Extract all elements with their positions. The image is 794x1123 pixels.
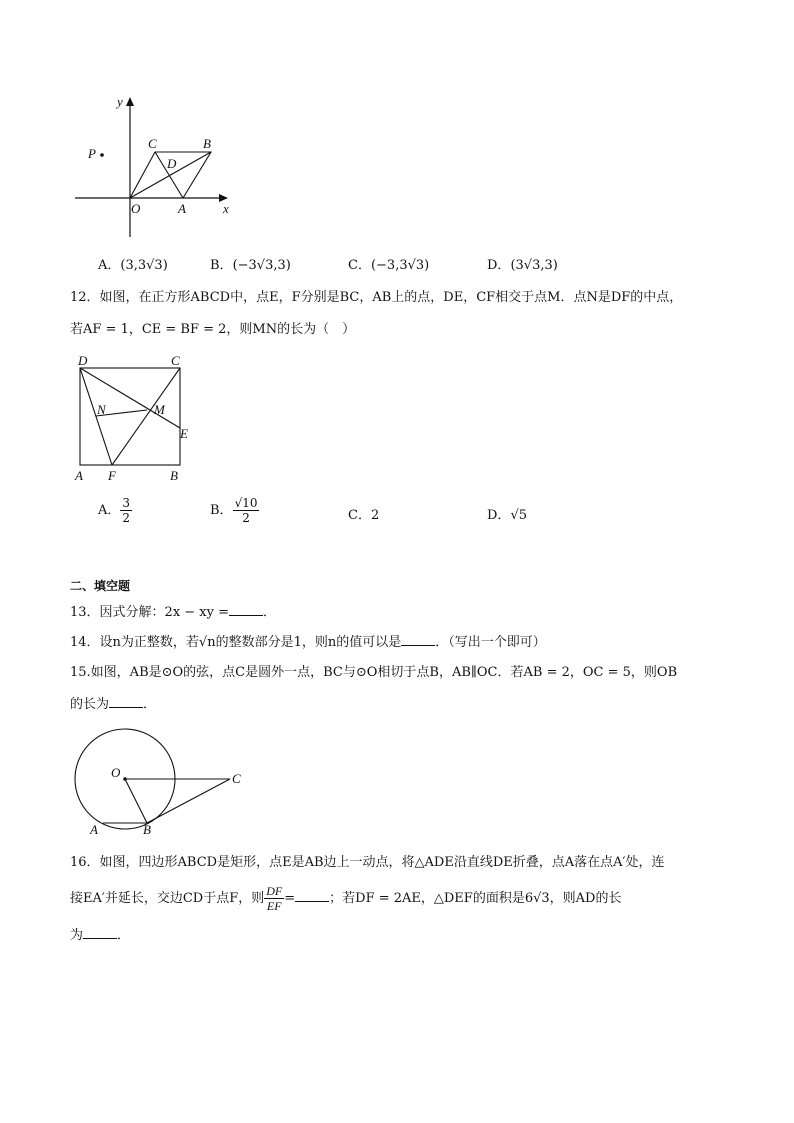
option-label: D． xyxy=(487,258,511,273)
q16-prompt-end: 为 xyxy=(70,928,84,943)
option-label: B． xyxy=(210,503,233,518)
option-value: (3,3√3) xyxy=(120,258,168,273)
label-D: D xyxy=(78,353,88,368)
q13-prompt: 13．因式分解：2x − xy = xyxy=(70,605,230,620)
q14-prompt: 14．设n为正整数，若√n的整数部分是1，则n的值可以是 xyxy=(70,635,402,650)
label-B: B xyxy=(170,468,178,483)
q12-option-c[interactable] xyxy=(348,504,379,523)
label-A: A xyxy=(178,201,186,216)
segment-OB xyxy=(125,779,147,823)
option-value: √5 xyxy=(510,508,527,523)
q15-prompt: 的长为 xyxy=(70,697,110,712)
label-O: O xyxy=(111,765,121,780)
figure-q15-circle xyxy=(70,725,250,840)
label-B: B xyxy=(143,822,151,837)
point-O xyxy=(123,777,127,781)
segment-DF xyxy=(80,368,112,465)
fraction-numerator: √10 xyxy=(234,496,258,510)
square-ABCD xyxy=(80,368,180,465)
label-A: A xyxy=(90,822,98,837)
equals-sign: = xyxy=(284,891,296,906)
fraction-denominator: EF xyxy=(266,899,282,913)
label-A: A xyxy=(75,468,83,483)
point-P xyxy=(100,153,104,157)
option-label: C． xyxy=(348,508,371,523)
q14-end: ．（写出一个即可） xyxy=(435,635,546,650)
option-label: A． xyxy=(98,258,121,273)
label-C: C xyxy=(148,136,157,151)
option-label: C． xyxy=(348,258,371,273)
label-y: y xyxy=(117,94,123,109)
fraction-numerator: DF xyxy=(266,884,283,898)
figure-q11-coordinate xyxy=(70,92,240,242)
q11-option-a[interactable] xyxy=(98,254,168,273)
label-E: E xyxy=(180,426,188,441)
q16-prompt-continued: ；若DF = 2AE，△DEF的面积是6√3，则AD的长 xyxy=(329,891,622,906)
q12-text-line2: 若AF = 1，CE = BF = 2，则MN的长为（ ） xyxy=(70,322,356,337)
label-N: N xyxy=(97,402,106,417)
label-O: O xyxy=(131,201,141,216)
option-label: A． xyxy=(98,503,121,518)
label-x: x xyxy=(223,201,229,216)
option-value: (3√3,3) xyxy=(510,258,558,273)
q16-prompt: 接EA′并延长，交边CD于点F，则 xyxy=(70,891,265,906)
figure-q12-square xyxy=(70,350,200,485)
option-label: D． xyxy=(487,508,511,523)
q12-text-line1: 12．如图，在正方形ABCD中，点E，F分别是BC，AB上的点，DE，CF相交于点M．点N是DF的中点， xyxy=(70,290,683,305)
q15-text-line1: 15.如图，AB是⊙O的弦，点C是圆外一点，BC与⊙O相切于点B，AB∥OC．若AB = 2，OC = 5，则OB xyxy=(70,665,678,680)
fraction-denominator: 2 xyxy=(242,511,250,525)
y-axis-arrow xyxy=(126,97,134,106)
fraction-df-ef xyxy=(264,884,284,913)
option-value: 2 xyxy=(370,508,380,523)
fraction-numerator: 3 xyxy=(122,496,131,510)
label-F: F xyxy=(108,468,116,483)
q12-option-a[interactable] xyxy=(98,496,132,525)
segment-CF xyxy=(112,368,180,465)
fraction xyxy=(233,496,260,525)
answer-blank[interactable] xyxy=(83,926,117,939)
q13-text xyxy=(70,603,276,623)
label-D: D xyxy=(167,156,177,171)
q11-option-d[interactable] xyxy=(487,254,558,273)
q12-option-b[interactable] xyxy=(210,496,259,525)
q11-option-b[interactable] xyxy=(210,254,291,273)
fraction-denominator: 2 xyxy=(122,511,131,525)
answer-blank[interactable] xyxy=(229,603,263,616)
answer-blank[interactable] xyxy=(109,695,143,708)
option-value: (−3,3√3) xyxy=(370,258,430,273)
label-B: B xyxy=(203,136,211,151)
label-P: P xyxy=(88,146,96,161)
q11-option-c[interactable] xyxy=(348,254,429,273)
segment-BC xyxy=(147,779,230,823)
section-heading-fill-in: 二、填空题 xyxy=(70,579,131,593)
answer-blank[interactable] xyxy=(401,633,435,646)
q16-text-line2 xyxy=(70,882,621,916)
q13-end: ． xyxy=(263,605,277,620)
segment-DE xyxy=(80,368,180,428)
q15-end: ． xyxy=(143,697,157,712)
fraction xyxy=(120,496,132,525)
option-value: (−3√3,3) xyxy=(232,258,291,273)
label-M: M xyxy=(154,402,165,417)
q15-text-line2 xyxy=(70,695,156,715)
q12-option-d[interactable] xyxy=(487,504,527,523)
answer-blank[interactable] xyxy=(295,889,329,902)
q16-end: ． xyxy=(117,928,131,943)
label-C: C xyxy=(171,353,180,368)
label-C: C xyxy=(232,771,241,786)
option-label: B． xyxy=(210,258,233,273)
q16-text-line3 xyxy=(70,926,130,946)
q14-text xyxy=(70,633,546,653)
q16-text-line1: 16．如图，四边形ABCD是矩形，点E是AB边上一动点，将△ADE沿直线DE折叠，点A落在点A′处，连 xyxy=(70,855,665,870)
